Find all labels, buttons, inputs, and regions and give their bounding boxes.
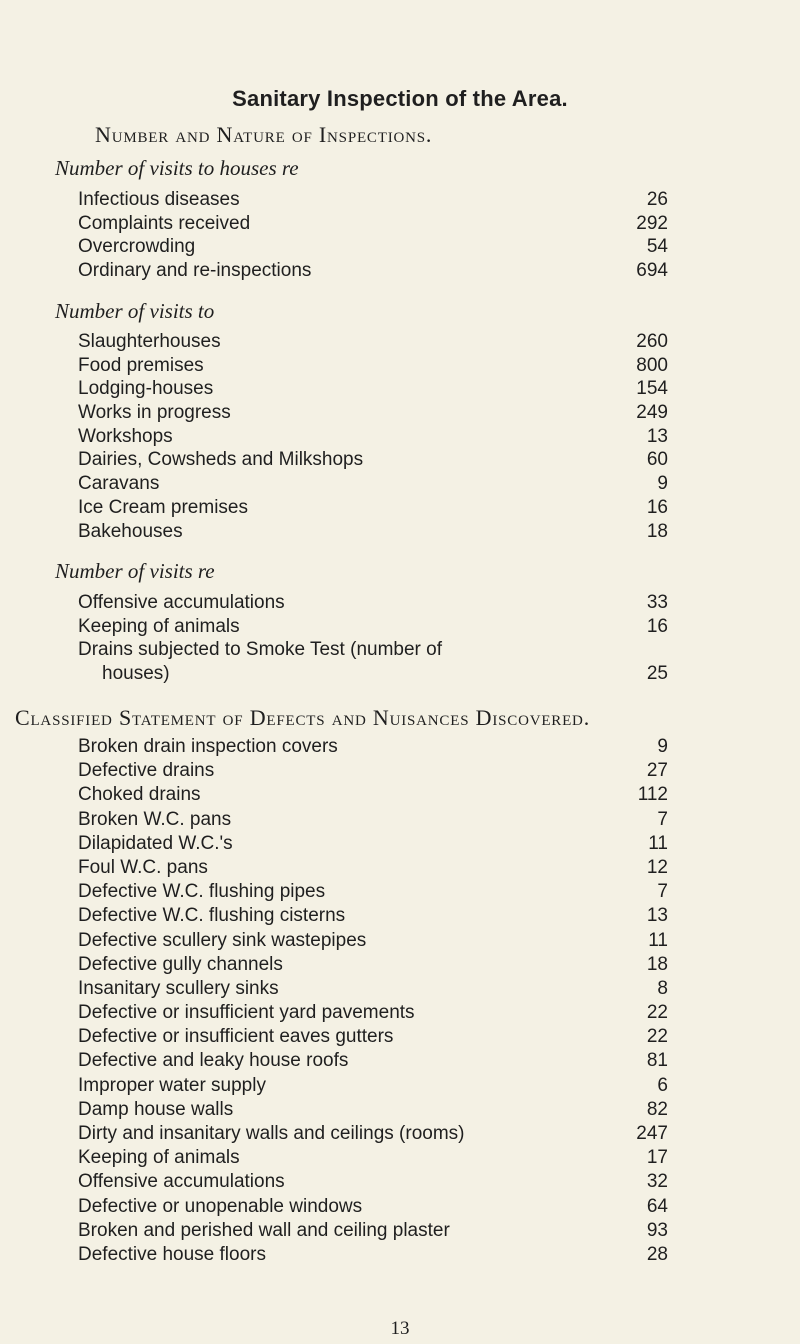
list-item <box>78 809 668 833</box>
list-item <box>78 473 668 497</box>
list-item <box>78 331 668 355</box>
list-item <box>78 1002 668 1026</box>
section-houses-list <box>78 189 668 284</box>
list-item-continuation <box>78 663 668 687</box>
list-item <box>78 954 668 978</box>
item-value: 33 <box>646 592 668 613</box>
section-premises-subheading: Number of visits to <box>55 299 215 323</box>
item-label: Defective scullery sink wastepipes <box>78 929 367 951</box>
list-item <box>78 378 668 402</box>
item-label: Overcrowding <box>78 236 196 258</box>
list-item <box>78 1123 668 1147</box>
item-value: 16 <box>646 496 668 518</box>
item-value: 18 <box>646 520 668 542</box>
item-label: Choked drains <box>78 784 201 806</box>
item-label: Keeping of animals <box>78 1147 240 1169</box>
item-value: 26 <box>646 189 668 210</box>
list-item <box>78 1220 668 1244</box>
item-label: Slaughterhouses <box>78 331 221 352</box>
item-value: 249 <box>636 402 668 424</box>
item-value: 54 <box>646 236 668 258</box>
page-number: 13 <box>390 1318 410 1339</box>
section-houses-subheading: Number of visits to houses re <box>55 156 299 180</box>
list-item <box>78 1196 668 1220</box>
item-value: 16 <box>646 615 668 637</box>
item-label: Defective or unopenable windows <box>78 1195 363 1217</box>
item-value: 112 <box>637 784 668 806</box>
item-value: 7 <box>657 808 668 830</box>
section-nuisances-subheading: Number of visits re <box>55 559 215 583</box>
item-value: 82 <box>646 1098 668 1120</box>
item-value: 154 <box>636 378 668 400</box>
list-item <box>78 1075 668 1099</box>
item-label: Insanitary scullery sinks <box>78 977 279 999</box>
item-value: 247 <box>636 1123 668 1144</box>
item-value: 22 <box>646 1002 668 1024</box>
item-label: Defective or insufficient eaves gutters <box>78 1026 394 1048</box>
item-value: 18 <box>646 953 668 975</box>
item-label: Offensive accumulations <box>78 592 285 613</box>
inspections-heading: Number and Nature of Inspections. <box>95 122 433 147</box>
item-label: Defective drains <box>78 760 215 782</box>
item-label: Defective W.C. flushing cisterns <box>78 905 346 927</box>
list-item <box>78 189 668 213</box>
item-label-continuation: houses) <box>102 663 170 685</box>
item-label: Ice Cream premises <box>78 496 248 518</box>
defects-heading: Classified Statement of Defects and Nuisances Discovered. <box>15 705 590 730</box>
item-label: Foul W.C. pans <box>78 856 208 878</box>
list-item <box>78 213 668 237</box>
list-item <box>78 833 668 857</box>
item-label: Bakehouses <box>78 520 183 542</box>
item-value: 13 <box>646 425 668 447</box>
list-item <box>78 260 668 284</box>
item-label: Defective gully channels <box>78 953 283 975</box>
list-item <box>78 521 668 545</box>
item-label: Drains subjected to Smoke Test (number of <box>78 639 442 661</box>
page-title: Sanitary Inspection of the Area. <box>232 86 568 111</box>
item-label: Lodging-houses <box>78 378 214 400</box>
list-item <box>78 930 668 954</box>
list-item <box>78 905 668 929</box>
section-premises-list <box>78 331 668 544</box>
item-label: Defective house floors <box>78 1243 266 1265</box>
item-value: 9 <box>657 736 668 757</box>
list-item <box>78 449 668 473</box>
item-label: Keeping of animals <box>78 615 240 637</box>
list-item <box>78 1171 668 1195</box>
item-value: 8 <box>657 977 668 999</box>
list-item <box>78 616 668 640</box>
list-item <box>78 1099 668 1123</box>
list-item <box>78 881 668 905</box>
item-value: 93 <box>646 1219 668 1241</box>
item-label: Dilapidated W.C.'s <box>78 832 233 854</box>
list-item <box>78 1147 668 1171</box>
list-item <box>78 857 668 881</box>
item-label: Defective and leaky house roofs <box>78 1050 349 1072</box>
item-value: 12 <box>646 856 668 878</box>
list-item <box>78 497 668 521</box>
item-value: 64 <box>646 1195 668 1217</box>
item-value: 28 <box>646 1243 668 1265</box>
item-value: 13 <box>646 905 668 927</box>
item-label: Caravans <box>78 473 160 495</box>
list-item <box>78 736 668 760</box>
list-item <box>78 236 668 260</box>
item-value: 11 <box>648 929 668 951</box>
item-value: 81 <box>646 1050 668 1072</box>
item-value: 694 <box>636 260 668 282</box>
list-item <box>78 1244 668 1268</box>
item-value: 22 <box>646 1026 668 1048</box>
item-label: Broken drain inspection covers <box>78 736 338 757</box>
list-item <box>78 639 668 663</box>
item-label: Improper water supply <box>78 1074 266 1096</box>
list-item <box>78 760 668 784</box>
item-label: Ordinary and re-inspections <box>78 260 312 282</box>
item-label: Food premises <box>78 354 204 376</box>
list-item <box>78 402 668 426</box>
item-label: Damp house walls <box>78 1098 234 1120</box>
item-label: Broken W.C. pans <box>78 808 232 830</box>
item-value: 800 <box>636 354 668 376</box>
item-value: 6 <box>657 1074 668 1096</box>
item-value: 27 <box>646 760 668 782</box>
item-label: Works in progress <box>78 402 231 424</box>
list-item <box>78 592 668 616</box>
item-label: Defective W.C. flushing pipes <box>78 881 326 903</box>
item-value: 60 <box>646 449 668 471</box>
item-value: 17 <box>646 1147 668 1169</box>
item-label: Broken and perished wall and ceiling plaster <box>78 1219 450 1241</box>
list-item <box>78 355 668 379</box>
list-item <box>78 784 668 808</box>
item-value: 32 <box>646 1171 668 1193</box>
item-value: 25 <box>646 663 668 685</box>
item-label: Dirty and insanitary walls and ceilings (rooms) <box>78 1123 465 1144</box>
list-item <box>78 1026 668 1050</box>
item-label: Complaints received <box>78 212 251 234</box>
section-nuisances-list <box>78 592 668 687</box>
item-value: 11 <box>648 832 668 854</box>
item-label: Workshops <box>78 425 173 447</box>
item-value: 7 <box>657 881 668 903</box>
item-value: 9 <box>657 473 668 495</box>
item-label: Infectious diseases <box>78 189 240 210</box>
item-label: Offensive accumulations <box>78 1171 285 1193</box>
list-item <box>78 978 668 1002</box>
list-item <box>78 426 668 450</box>
list-item <box>78 1050 668 1074</box>
defects-list <box>78 736 668 1268</box>
item-value: 260 <box>636 331 668 352</box>
item-label: Defective or insufficient yard pavements <box>78 1002 415 1024</box>
item-label: Dairies, Cowsheds and Milkshops <box>78 449 364 471</box>
item-value: 292 <box>636 212 668 234</box>
